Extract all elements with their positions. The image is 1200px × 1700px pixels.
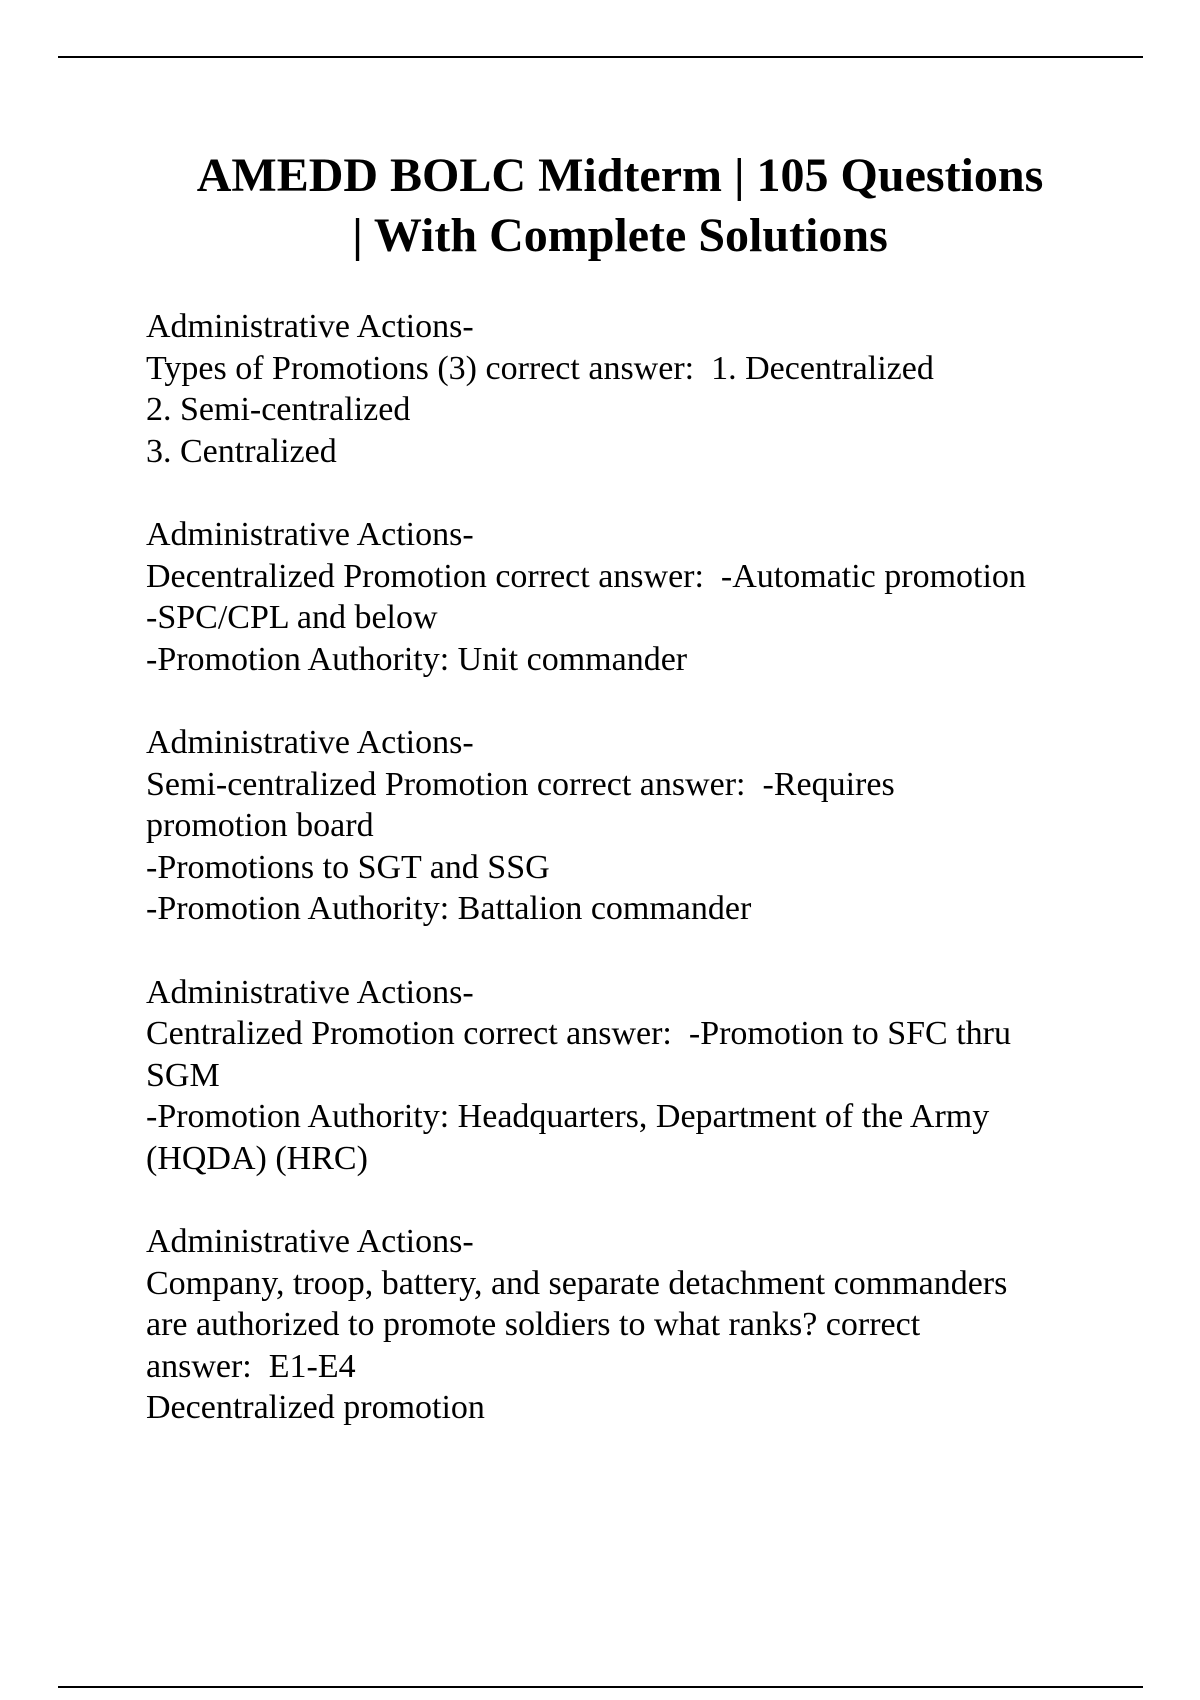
title-line: | With Complete Solutions	[352, 209, 888, 262]
qa-line: -SPC/CPL and below	[146, 599, 438, 636]
qa-line: -Promotion Authority: Headquarters, Department of the Army	[146, 1098, 990, 1135]
document-body	[146, 306, 1146, 1471]
qa-line: Decentralized promotion	[146, 1389, 485, 1426]
qa-line: Decentralized Promotion correct answer: -Automatic promotion	[146, 557, 1026, 595]
qa-line: Types of Promotions (3) correct answer: 1. Decentralized	[146, 349, 934, 387]
qa-entry	[146, 1221, 1146, 1429]
qa-line: -Promotion Authority: Battalion commander	[146, 890, 752, 927]
qa-entry	[146, 972, 1146, 1180]
qa-line: Administrative Actions-	[146, 308, 474, 345]
footer-rule	[58, 1686, 1143, 1688]
qa-line: Administrative Actions-	[146, 973, 474, 1011]
qa-entry	[146, 722, 1146, 930]
qa-line: Administrative Actions-	[146, 516, 474, 553]
document-title	[100, 146, 1140, 266]
qa-line: SGM	[146, 1056, 220, 1094]
qa-line: 2. Semi-centralized	[146, 391, 411, 428]
qa-line: are authorized to promote soldiers to what ranks? correct	[146, 1306, 921, 1343]
qa-entry	[146, 306, 1146, 472]
qa-line: -Promotions to SGT and SSG	[146, 848, 550, 886]
qa-line: -Promotion Authority: Unit commander	[146, 640, 688, 678]
qa-line: 3. Centralized	[146, 432, 337, 470]
qa-line: Company, troop, battery, and separate detachment commanders	[146, 1264, 1008, 1302]
qa-entry	[146, 514, 1146, 680]
qa-line: answer: E1-E4	[146, 1347, 356, 1385]
qa-line: Administrative Actions-	[146, 1223, 474, 1260]
header-rule	[58, 56, 1143, 58]
qa-line: (HQDA) (HRC)	[146, 1139, 368, 1177]
qa-line: promotion board	[146, 807, 374, 844]
qa-line: Semi-centralized Promotion correct answer: -Requires	[146, 765, 895, 803]
qa-line: Centralized Promotion correct answer: -Promotion to SFC thru	[146, 1015, 1011, 1052]
title-line: AMEDD BOLC Midterm | 105 Questions	[196, 149, 1044, 202]
qa-line: Administrative Actions-	[146, 724, 474, 761]
